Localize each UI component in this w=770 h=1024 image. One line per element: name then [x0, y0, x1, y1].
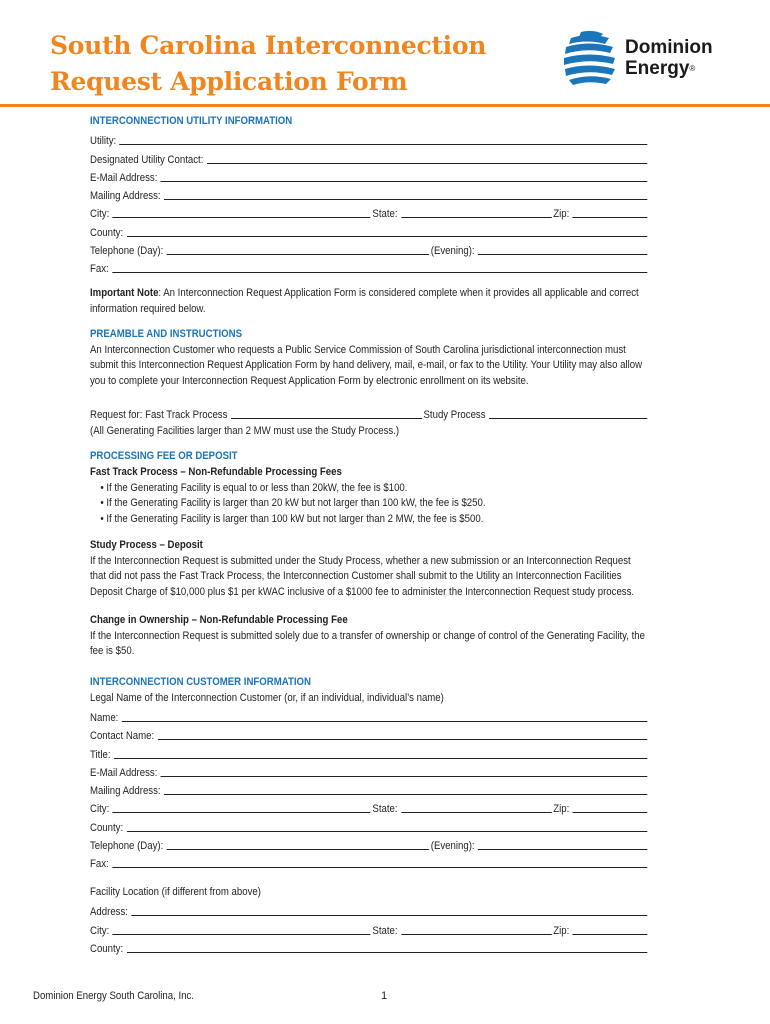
- header-rule: [0, 104, 770, 107]
- important-note-label: Important Note: [90, 287, 159, 300]
- utility-field-row: [90, 130, 649, 148]
- customer-title-field[interactable]: [114, 757, 647, 759]
- utility-telephone-row: [90, 240, 649, 258]
- facility-zip-field[interactable]: [573, 933, 647, 935]
- utility-city-field[interactable]: [113, 216, 371, 218]
- customer-county-field[interactable]: [127, 830, 647, 832]
- customer-tel-evening-field[interactable]: [478, 848, 647, 850]
- customer-state-field[interactable]: [401, 811, 552, 813]
- legal-name-label: Legal Name of the Interconnection Customer (or, if an individual, individual’s name): [90, 691, 444, 704]
- study-process-note: (All Generating Facilities larger than 2 MW must use the Study Process.): [90, 425, 400, 438]
- customer-email-row: [90, 762, 649, 780]
- facility-county-row: [90, 938, 649, 956]
- page-number: 1: [381, 990, 388, 1002]
- fast-track-field[interactable]: [231, 417, 422, 419]
- field-label: Zip:: [553, 803, 570, 816]
- facility-address-field[interactable]: [131, 914, 647, 916]
- field-label: Fax:: [90, 263, 109, 276]
- field-label: (Evening):: [430, 245, 475, 258]
- facility-state-field[interactable]: [401, 933, 552, 935]
- request-type-row: [90, 404, 649, 422]
- preamble-text: An Interconnection Customer who requests a Public Service Commission of South Carolina jurisdictional interconnection must submit this Interconnection Request Application Form by hand delivery, mail, e-mail, or fax to the Utility. Your Utility may also allow you to complete your Interconnection Request Application Form by electronic enrollment on its website.: [90, 343, 643, 388]
- field-label: Name:: [90, 711, 119, 724]
- field-label: E-Mail Address:: [90, 171, 158, 184]
- logo-registered-mark: ®: [689, 64, 696, 73]
- section-heading-preamble: PREAMBLE AND INSTRUCTIONS: [90, 327, 242, 340]
- fee-bullet: • If the Generating Facility is equal to or less than 20kW, the fee is $100.: [100, 481, 408, 494]
- field-label: Fax:: [90, 858, 109, 871]
- field-label: (Evening):: [430, 839, 475, 852]
- field-label: County:: [90, 942, 124, 955]
- title-line-2: Request Application Form: [50, 67, 408, 96]
- utility-state-field[interactable]: [401, 216, 552, 218]
- utility-contact-field[interactable]: [207, 162, 647, 164]
- utility-fax-field[interactable]: [112, 271, 647, 273]
- dominion-energy-logo: [563, 30, 733, 90]
- section-heading-customer: INTERCONNECTION CUSTOMER INFORMATION: [90, 675, 311, 688]
- facility-city-field[interactable]: [113, 933, 371, 935]
- customer-city-field[interactable]: [113, 811, 371, 813]
- customer-zip-field[interactable]: [573, 811, 647, 813]
- utility-zip-field[interactable]: [573, 216, 647, 218]
- customer-telephone-row: [90, 835, 649, 853]
- logo-wordmark: [625, 37, 713, 79]
- facility-address-row: [90, 901, 649, 919]
- field-label: State:: [372, 924, 398, 937]
- logo-word-2: Energy: [625, 58, 690, 79]
- dominion-energy-logo-icon: [563, 30, 617, 88]
- utility-email-field[interactable]: [161, 180, 647, 182]
- field-label: Zip:: [553, 924, 570, 937]
- footer-company: Dominion Energy South Carolina, Inc.: [33, 990, 194, 1002]
- utility-tel-day-field[interactable]: [167, 253, 429, 255]
- customer-mailing-field[interactable]: [164, 793, 647, 795]
- utility-city-row: [90, 203, 649, 221]
- field-label: City:: [90, 208, 110, 221]
- form-body: [90, 113, 650, 956]
- customer-email-field[interactable]: [161, 775, 647, 777]
- utility-email-row: [90, 167, 649, 185]
- utility-contact-row: [90, 148, 649, 166]
- customer-name-field[interactable]: [122, 720, 647, 722]
- important-note: [90, 286, 649, 317]
- study-process-field[interactable]: [489, 417, 647, 419]
- title-line-1: South Carolina Interconnection: [50, 31, 487, 60]
- customer-fax-row: [90, 853, 649, 871]
- customer-city-row: [90, 798, 649, 816]
- customer-title-row: [90, 743, 649, 761]
- field-label: Address:: [90, 906, 128, 919]
- customer-contact-field[interactable]: [158, 738, 647, 740]
- customer-tel-day-field[interactable]: [167, 848, 429, 850]
- customer-fax-field[interactable]: [112, 866, 647, 868]
- page-header: [0, 0, 770, 107]
- field-label: Request for: Fast Track Process: [90, 409, 228, 422]
- customer-name-row: [90, 707, 649, 725]
- customer-mailing-row: [90, 780, 649, 798]
- utility-mailing-field[interactable]: [164, 198, 647, 200]
- ownership-heading: Change in Ownership – Non-Refundable Processing Fee: [90, 613, 348, 626]
- facility-city-row: [90, 919, 649, 937]
- field-label: Contact Name:: [90, 730, 155, 743]
- field-label: City:: [90, 803, 110, 816]
- customer-contact-row: [90, 725, 649, 743]
- utility-county-row: [90, 221, 649, 239]
- utility-mailing-row: [90, 185, 649, 203]
- fee-bullet: • If the Generating Facility is larger than 20 kW but not larger than 100 kW, the fee is $250.: [100, 497, 486, 510]
- utility-tel-evening-field[interactable]: [478, 253, 647, 255]
- field-label: State:: [372, 208, 398, 221]
- field-label: County:: [90, 226, 124, 239]
- ownership-text: If the Interconnection Request is submitted solely due to a transfer of ownership or change of control of the Generating Facility, the fee is $50.: [90, 629, 645, 658]
- field-label: County:: [90, 821, 124, 834]
- field-label: Telephone (Day):: [90, 245, 164, 258]
- utility-fax-row: [90, 258, 649, 276]
- field-label: E-Mail Address:: [90, 766, 158, 779]
- field-label: Utility:: [90, 135, 117, 148]
- section-heading-utility: INTERCONNECTION UTILITY INFORMATION: [90, 115, 293, 127]
- section-heading-fees: PROCESSING FEE OR DEPOSIT: [90, 449, 238, 462]
- field-label: City:: [90, 924, 110, 937]
- field-label: State:: [372, 803, 398, 816]
- field-label: Mailing Address:: [90, 785, 161, 798]
- field-label: Designated Utility Contact:: [90, 153, 204, 166]
- facility-location-label: Facility Location (if different from above): [90, 886, 261, 899]
- field-label: Title:: [90, 748, 111, 761]
- utility-field[interactable]: [120, 143, 647, 145]
- important-note-text: : An Interconnection Request Application Form is considered complete when it provides all applicable and correct information required below.: [90, 287, 639, 316]
- study-deposit-heading: Study Process – Deposit: [90, 538, 203, 551]
- field-label: Telephone (Day):: [90, 839, 164, 852]
- study-deposit-text: If the Interconnection Request is submitted under the Study Process, whether a new submission or an Interconnection Request that did not pass the Fast Track Process, the Interconnection Customer shall submit to the Utility an Interconnection Facilities Deposit Charge of $10,000 plus $1 per kWAC inclusive of a $1000 fee to administer the Interconnection Request study process.: [90, 554, 635, 599]
- field-label: Study Process: [423, 409, 486, 422]
- fast-track-heading: Fast Track Process – Non-Refundable Processing Fees: [90, 465, 342, 478]
- facility-county-field[interactable]: [127, 951, 647, 953]
- field-label: Zip:: [553, 208, 570, 221]
- utility-county-field[interactable]: [127, 235, 647, 237]
- fee-bullet: • If the Generating Facility is larger than 100 kW but not larger than 2 MW, the fee is $500.: [100, 513, 484, 526]
- logo-word-1: Dominion: [625, 37, 713, 58]
- document-title: [50, 28, 486, 100]
- customer-county-row: [90, 816, 649, 834]
- field-label: Mailing Address:: [90, 190, 161, 203]
